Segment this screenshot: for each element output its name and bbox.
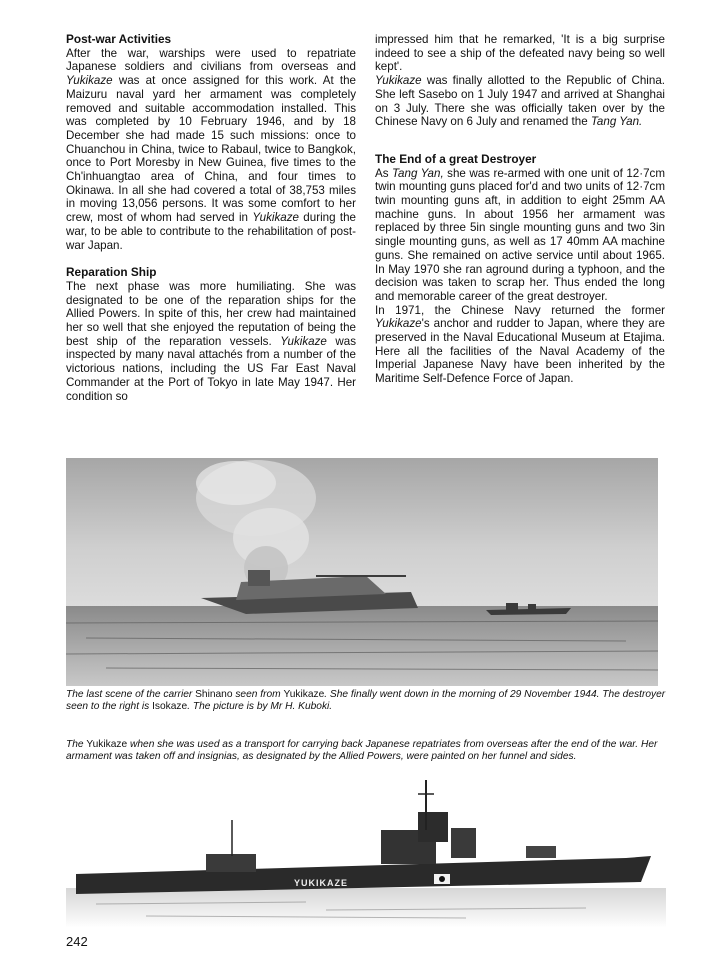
text-run: As (375, 166, 393, 180)
text-run: she was re-armed with one unit of 12·7cm twin mounting guns placed for'd and two units of 12·7cm twin mounting guns aft, in addition to eight 25mm AA machine guns. In about 1956 her armament was replaced by three 5in single mounting guns and two 3in single mounting guns, as well as 17 40mm AA machine guns. She remained on active service until about 1965. In May 1970 she ran aground during a typhoon, and the decision was taken to scrap her. Thus ended the long and memorable career of the great destroyer. (375, 166, 665, 303)
ship-name: Yukikaze (280, 334, 327, 348)
text-run: In 1971, the Chinese Navy returned the former (375, 303, 665, 317)
ship-name: Yukikaze (375, 317, 422, 331)
caption-text: Shinano (195, 689, 233, 700)
caption-text: The last scene of the carrier (66, 689, 196, 700)
ship-name: Yukikaze (375, 74, 422, 88)
text-run: was at once assigned for this work. At the Maizuru naval yard her armament was completely removed and suitable accommodation installed. This was completed by 10 February 1946, and by 18 December she had made 15 such missions: once to Chuanchou in China, twice to Rabaul, twice to Bangkok, once to Port Moresby in New Guinea, five times to the Ch'inhuangtao area of China, and four times to Okinawa. In all she had covered a total of 38,753 miles in moving 13,056 persons. It was some comfort to her crew, most of whom had served in (66, 74, 356, 225)
paragraph-china (375, 74, 665, 129)
caption-text: . The picture is by Mr H. Kuboki. (187, 701, 333, 713)
hull-name-text: YUKIKAZE (294, 878, 349, 888)
paragraph-post-war (66, 47, 356, 253)
shinano-painting (66, 458, 658, 686)
right-column (375, 33, 665, 386)
ship-name: Yukikaze (66, 74, 113, 88)
caption-text: Yukikaze (86, 739, 128, 750)
text-run: After the war, warships were used to repatriate Japanese soldiers and civilians from overseas and (66, 46, 356, 74)
yukikaze-photo-drawing (66, 770, 666, 928)
paragraph-continued: impressed him that he remarked, 'It is a big surprise indeed to see a ship of the defeated navy being so well kept'. (375, 33, 665, 74)
ship-name: Tang Yan, (392, 166, 444, 180)
page-number: 242 (66, 934, 88, 949)
heading-end-of-destroyer: The End of a great Destroyer (375, 151, 537, 166)
paragraph-reparation (66, 280, 356, 403)
caption-shinano (66, 689, 666, 714)
text-run: was inspected by many naval attachés from a number of the victorious nations, including the US Far East Naval Commander at the Port of Tokyo in late May 1947. Her condition so (66, 334, 356, 403)
text-run: 's anchor and rudder to Japan, where they are preserved in the Naval Educational Museum at Etajima. Here all the facilities of the Naval Academy of the Imperial Japanese Navy have been inherited by the Maritime Self-Defence Force of Japan. (375, 317, 665, 386)
paragraph-end (375, 167, 665, 304)
caption-text: The (66, 739, 87, 750)
paragraph-museum (375, 304, 665, 386)
caption-text: seen from (232, 689, 284, 700)
heading-reparation-ship: Reparation Ship (66, 265, 157, 280)
caption-yukikaze-transport (66, 739, 666, 764)
yukikaze-photo (66, 770, 666, 928)
heading-post-war-activities: Post-war Activities (66, 32, 172, 46)
shinano-painting-drawing (66, 458, 658, 686)
text-run: was finally allotted to the Republic of China. She left Sasebo on 1 July 1947 and arrived at Shanghai on 3 July. There she was officially taken over by the Chinese Navy on 6 July and renamed the (375, 74, 665, 129)
caption-text: . She finally went down in the morning of 29 November 1944. The destroyer seen to the right is (66, 689, 666, 713)
left-column (66, 33, 356, 403)
text-run: during the war, to be able to contribute to the rehabilitation of post-war Japan. (66, 211, 356, 252)
ship-name: Yukikaze (252, 211, 299, 225)
caption-text: Isokaze (152, 701, 188, 713)
caption-text: when she was used as a transport for carrying back Japanese repatriates from overseas after the end of the war. Her armament was taken off and insignias, as designated by the Allied Powers, were painted on her funnel and sides. (66, 739, 658, 763)
caption-text: Yukikaze (283, 689, 325, 700)
ship-name: Tang Yan. (590, 115, 643, 129)
text-run: The next phase was more humiliating. She was designated to be one of the reparation ships for the Allied Powers. In spite of this, her crew had maintained her so well that she enjoyed the reputation of being the best ship of the reparation vessels. (66, 279, 356, 348)
